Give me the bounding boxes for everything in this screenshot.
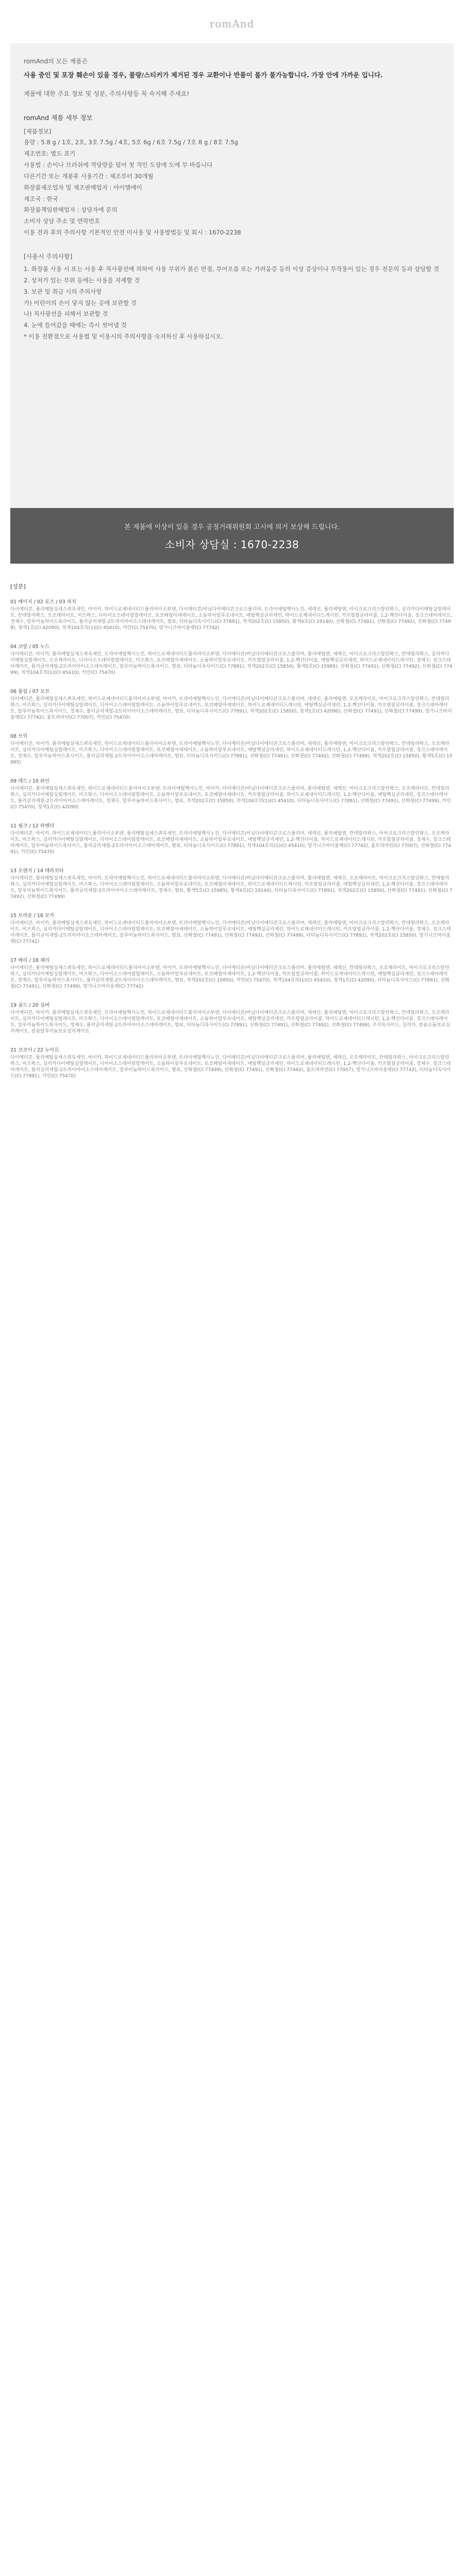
intro-text: romAnd의 모든 제품은 — [24, 58, 88, 65]
info-item: 사용법 : 손이나 브러쉬에 적당량을 덜어 첫 적인 도장에 도에 부 바릅니다 — [24, 161, 213, 169]
info-item: 제조국 : 한국 — [24, 195, 58, 202]
caution-item: 나) 직사광선을 피해서 보관할 것 — [24, 310, 108, 318]
shade-heading: 08 브릭 — [10, 734, 28, 739]
ingredient-list: 다이메티콘, 마이카, 폴리메틸실세스퀴옥세인, 트라이에틸헥사노인, 하이드로제네이티드폴리아이소부텐, 다이메티콘/비닐다이메티콘크로스폴리머, 세레신, 폴리에틸렌, 마이크로크리스탈린왁스, 칸데릴라왁스, 오조케라이트, 실리카다이메틸실릴레이트, 비즈왁스, 디아이소스테아릴말레이트, 토코페릴아세테이트, 소듐하이알루로네이트, 에틸헥실글리세린, 카프릴릴글라이콜, 하이드로제네이티드레시틴, 1,2-헥산다이올, 징크스테아레이트, 알루미늄하이드록사이드, 정제수, 폴리글리세릴-2트라이아이소스테아레이트, 향료, 티타늄디옥사이드(CI 77891), 산화철(CI 77491), 산화철(CI 77492), 산화철(CI 77499), 주석옥사이드, 실리카, 칼슘소듐보로실리케이트, 칼슘알루미늄보로실리케이트 — [10, 1010, 450, 1034]
caution-item: 4. 눈에 들어갔을 때에는 즉시 씻어낼 것 — [24, 321, 127, 329]
info-item: [제품정보] — [24, 127, 52, 135]
ingredient-block — [10, 642, 454, 676]
compensation-notice: 본 제품에 이상이 있을 경우 공정거래위원회 고시에 의거 보상해 드립니다. — [124, 523, 340, 531]
caution-item: 1. 화장품 사용 시 또는 사용 후 직사광선에 의하여 사용 부위가 붉은 반점, 부어오름 또는 가려움증 등의 이상 증상이나 부작용이 있는 경우 전문의 등과 상담할 것 — [24, 265, 439, 273]
return-policy-headline: 사용 중인 및 포장 훼손이 있을 경우, 불량/스티커가 제거된 경우 교환이나 반품이 불가 불가능합니다. 가장 안에 가까운 입니다. — [24, 71, 383, 79]
shade-heading: 06 플럼 / 07 모브 — [10, 689, 50, 694]
ingredients-title: [성분] — [10, 583, 26, 590]
shade-heading: 01 베이지 / 02 로즈 / 03 피치 — [10, 599, 77, 605]
ingredient-list: 다이메티콘, 폴리메틸실세스퀴옥세인, 마이카, 트라이에틸헥사노인, 하이드로제네이티드폴리아이소부텐, 다이메티콘/비닐다이메티콘크로스폴리머, 폴리에틸렌, 세레신, 오조케라이트, 마이크로크리스탈린왁스, 칸데릴라왁스, 실리카다이메틸실릴레이트, 비즈왁스, 디아이소스테아릴말레이트, 소듐하이알루로네이트, 토코페릴아세테이트, 하이드로제네이티드레시틴, 카프릴릴글라이콜, 에틸헥실글리세린, 1,2-헥산다이올, 징크스테아레이트, 알루미늄하이드록사이드, 폴리글리세릴-2트라이아이소스테아레이트, 정제수, 향료, 황색5호(CI 15985), 황색4호(CI 19140), 티타늄디옥사이드(CI 77891), 적색202호(CI 15850), 산화철(CI 77491), 산화철(CI 77492), 산화철(CI 77499) — [10, 876, 453, 900]
info-item: 제조번호: 별도 표기 — [24, 150, 76, 158]
caution-item: * 이용 전환점으로 사용법 및 이용시의 주의사항을 숙지하신 후 사용하십시오. — [24, 333, 223, 341]
shade-heading: 15 브라운 / 16 모카 — [10, 913, 55, 919]
customer-service-banner — [10, 508, 454, 564]
ingredient-list: 다이메티콘, 폴리메틸실세스퀴옥세인, 하이드로제네이티드폴리아이소부텐, 트라이에틸헥사노인, 마이카, 다이메티콘/비닐다이메티콘크로스폴리머, 폴리에틸렌, 세레신, 마이크로크리스탈린왁스, 오조케라이트, 칸데릴라왁스, 실리카다이메틸실릴레이트, 비즈왁스, 디아이소스테아릴말레이트, 소듐하이알루로네이트, 토코페릴아세테이트, 카프릴릴글라이콜, 하이드로제네이티드레시틴, 1,2-헥산다이올, 에틸헥실글리세린, 징크스테아레이트, 폴리글리세릴-2트라이아이소스테아레이트, 정제수, 알루미늄하이드록사이드, 향료, 적색202호(CI 15850), 적색104호의(1)(CI 45410), 티타늄디옥사이드(CI 77891), 산화철(CI 77491), 산화철(CI 77499), 카민(CI 75470), 청색1호(CI 42090) — [10, 786, 451, 810]
caution-item: 가) 어린이의 손이 닿지 않는 곳에 보관할 것 — [24, 299, 137, 307]
info-list — [24, 126, 440, 239]
info-item: 용량 : 5.8 g / 1호, 2호, 3호 7.5g / 4호, 5호 6g / 6호 7.5g / 7호 8 g / 8호 7.5g — [24, 139, 238, 146]
ingredient-block — [10, 1046, 454, 1079]
info-item: 소비자 상담 주소 및 연락번호 — [24, 217, 100, 225]
ingredient-list: 다이메티콘, 마이카, 폴리메틸실세스퀴옥세인, 하이드로제네이티드폴리아이소부텐, 트라이에틸헥사노인, 다이메티콘/비닐다이메티콘크로스폴리머, 세레신, 폴리에틸렌, 마이크로크리스탈린왁스, 칸데릴라왁스, 오조케라이트, 비즈왁스, 실리카다이메틸실릴레이트, 디아이소스테아릴말레이트, 토코페릴아세테이트, 소듐하이알루로네이트, 에틸헥실글리세린, 하이드로제네이티드레시틴, 카프릴릴글라이콜, 1,2-헥산다이올, 정제수, 징크스테아레이트, 폴리글리세릴-2트라이아이소스테아레이트, 알루미늄하이드록사이드, 향료, 산화철(CI 77491), 산화철(CI 77492), 산화철(CI 77499), 티타늄디옥사이드(CI 77891), 적색202호(CI 15850), 망가니즈바이올렛(CI 77742) — [10, 921, 451, 944]
ingredient-block — [10, 911, 454, 945]
caution-item: 3. 보관 및 취급 시의 주의사항 — [24, 287, 102, 295]
ingredient-list: 다이메티콘, 마이카, 하이드로제네이티드폴리아이소부텐, 폴리메틸실세스퀴옥세인, 트라이에틸헥사노인, 다이메티콘/비닐다이메티콘크로스폴리머, 세레신, 폴리에틸렌, 칸데릴라왁스, 마이크로크리스탈린왁스, 오조케라이트, 비즈왁스, 실리카다이메틸실릴레이트, 디아이소스테아릴말레이트, 토코페릴아세테이트, 소듐하이알루로네이트, 에틸헥실글리세린, 1,2-헥산다이올, 하이드로제네이티드레시틴, 카프릴릴글라이콜, 정제수, 징크스테아레이트, 알루미늄하이드록사이드, 폴리글리세릴-2트라이아이소스테아레이트, 향료, 티타늄디옥사이드(CI 77891), 적색104호의(1)(CI 45410), 망가니즈바이올렛(CI 77742), 울트라마린(CI 77007), 산화철(CI 77491), 카민(CI 75470) — [10, 831, 451, 855]
ingredient-list: 다이메티콘, 마이카, 폴리메틸실세스퀴옥세인, 트라이에틸헥사노인, 하이드로제네이티드폴리아이소부텐, 다이메티콘/비닐다이메티콘크로스폴리머, 폴리에틸렌, 세레신, 마이크로크리스탈린왁스, 칸데릴라왁스, 실리카다이메틸실릴레이트, 오조케라이트, 디아이소스테아릴말레이트, 비즈왁스, 토코페릴아세테이트, 소듐하이알루로네이트, 카프릴릴글라이콜, 1,2-헥산다이올, 에틸헥실글리세린, 하이드로제네이티드레시틴, 정제수, 징크스테아레이트, 폴리글리세릴-2트라이아이소스테아레이트, 알루미늄하이드록사이드, 향료, 티타늄디옥사이드(CI 77891), 적색202호(CI 15850), 황색5호(CI 15985), 산화철(CI 77491), 산화철(CI 77492), 산화철(CI 77499), 적색104호의(1)(CI 45410), 카민(CI 75470) — [10, 652, 453, 675]
ingredient-list: 다이메티콘, 폴리메틸실세스퀴옥세인, 하이드로제네이티드폴리아이소부텐, 마이카, 트라이에틸헥사노인, 다이메티콘/비닐다이메티콘크로스폴리머, 폴리에틸렌, 세레신, 칸데릴라왁스, 오조케라이트, 마이크로크리스탈린왁스, 실리카다이메틸실릴레이트, 비즈왁스, 디아이소스테아릴말레이트, 소듐하이알루로네이트, 토코페릴아세테이트, 1,2-헥산다이올, 카프릴릴글라이콜, 하이드로제네이티드레시틴, 에틸헥실글리세린, 징크스테아레이트, 정제수, 알루미늄하이드록사이드, 폴리글리세릴-2트라이아이소스테아레이트, 향료, 적색202호(CI 15850), 카민(CI 75470), 적색104호의(1)(CI 45410), 청색1호(CI 42090), 티타늄디옥사이드(CI 77891), 산화철(CI 77491), 산화철(CI 77499), 망가니즈바이올렛(CI 77742) — [10, 965, 450, 989]
shade-heading: 04 코랄 / 05 누드 — [10, 644, 50, 650]
shade-heading: 11 핑크 / 12 라벤더 — [10, 823, 55, 829]
caution-title: [사용시 주의사항] — [24, 253, 73, 260]
ingredient-list: 다이메티콘, 폴리메틸실세스퀴옥세인, 마이카, 하이드로제네이티드폴리아이소부텐, 다이메티콘/비닐다이메티콘크로스폴리머, 트라이에틸헥사노인, 세레신, 폴리에틸렌, 마이크로크리스탈린왁스, 실리카다이메틸실릴레이트, 칸데릴라왁스, 오조케라이트, 비즈왁스, 디아이소스테아릴말레이트, 토코페릴아세테이트, 소듐하이알루로네이트, 에틸헥실글리세린, 하이드로제네이티드레시틴, 카프릴릴글라이콜, 1,2-헥산다이올, 징크스테아레이트, 정제수, 알루미늄하이드록사이드, 폴리글리세릴-2트라이아이소스테아레이트, 향료, 티타늄디옥사이드(CI 77891), 적색202호(CI 15850), 황색4호(CI 19140), 산화철(CI 77491), 산화철(CI 77492), 산화철(CI 77499), 청색1호(CI 42090), 적색104호의(1)(CI 45410), 카민(CI 75470), 망가니즈바이올렛(CI 77742) — [10, 607, 453, 631]
ingredient-block — [10, 687, 454, 721]
ingredient-list: 다이메티콘, 폴리메틸실세스퀴옥세인, 마이카, 하이드로제네이티드폴리아이소부텐, 트라이에틸헥사노인, 다이메티콘/비닐다이메티콘크로스폴리머, 폴리에틸렌, 세레신, 오조케라이트, 칸데릴라왁스, 마이크로크리스탈린왁스, 비즈왁스, 실리카다이메틸실릴레이트, 디아이소스테아릴말레이트, 소듐하이알루로네이트, 토코페릴아세테이트, 에틸헥실글리세린, 하이드로제네이티드레시틴, 1,2-헥산다이올, 카프릴릴글라이콜, 정제수, 징크스테아레이트, 폴리글리세릴-2트라이아이소스테아레이트, 알루미늄하이드록사이드, 향료, 산화철(CI 77499), 산화철(CI 77491), 산화철(CI 77492), 울트라마린(CI 77007), 망가니즈바이올렛(CI 77742), 티타늄디옥사이드(CI 77891), 카민(CI 75470) — [10, 1055, 451, 1079]
ingredient-block — [10, 732, 454, 766]
shade-heading: 09 레드 / 10 와인 — [10, 778, 50, 784]
shade-heading: 13 오렌지 / 14 테라코타 — [10, 868, 64, 874]
shade-heading: 17 베리 / 18 체리 — [10, 958, 50, 963]
caution-item: 2. 상처가 있는 부위 등에는 사용을 자제할 것 — [24, 276, 140, 284]
ingredient-block — [10, 777, 454, 810]
ingredient-block — [10, 956, 454, 990]
ingredients-section — [10, 582, 454, 1091]
ingredient-block — [10, 822, 454, 855]
shade-heading: 21 코코아 / 22 누아르 — [10, 1047, 59, 1053]
caution-list — [24, 264, 440, 343]
ingredient-block — [10, 598, 454, 631]
product-info-panel — [10, 43, 454, 508]
info-item: 화장품책임판매업자 : 상담자에 문의 — [24, 206, 118, 214]
info-item: 화장품제조업자 및 제조판매업자 : 아이엠에이 — [24, 183, 142, 191]
info-title: romAnd 제품 세부 정보 — [24, 113, 93, 122]
info-item: 이용 전과 후의 주의사항 기본적인 안전 미사용 및 사용방법등 및 회시 : 1670-2238 — [24, 229, 241, 236]
customer-service-phone: 소비자 상담실 : 1670-2238 — [164, 538, 300, 551]
ingredient-list: 다이메티콘, 마이카, 폴리메틸실세스퀴옥세인, 하이드로제네이티드폴리아이소부텐, 트라이에틸헥사노인, 다이메티콘/비닐다이메티콘크로스폴리머, 세레신, 폴리에틸렌, 마이크로크리스탈린왁스, 칸데릴라왁스, 오조케라이트, 실리카다이메틸실릴레이트, 비즈왁스, 디아이소스테아릴말레이트, 토코페릴아세테이트, 소듐하이알루로네이트, 에틸헥실글리세린, 하이드로제네이티드레시틴, 1,2-헥산다이올, 카프릴릴글라이콜, 징크스테아레이트, 정제수, 알루미늄하이드록사이드, 폴리글리세릴-2트라이아이소스테아레이트, 향료, 티타늄디옥사이드(CI 77891), 산화철(CI 77491), 산화철(CI 77492), 산화철(CI 77499), 적색202호(CI 15850), 황색5호(CI 15985) — [10, 741, 453, 765]
ingredient-block — [10, 867, 454, 900]
shade-heading: 19 골드 / 20 실버 — [10, 1003, 50, 1008]
ingredient-block — [10, 1001, 454, 1035]
ingredient-list: 다이메티콘, 폴리메틸실세스퀴옥세인, 하이드로제네이티드폴리아이소부텐, 마이카, 트라이에틸헥사노인, 다이메티콘/비닐다이메티콘크로스폴리머, 세레신, 폴리에틸렌, 오조케라이트, 마이크로크리스탈린왁스, 칸데릴라왁스, 비즈왁스, 실리카다이메틸실릴레이트, 디아이소스테아릴말레이트, 소듐하이알루로네이트, 토코페릴아세테이트, 하이드로제네이티드레시틴, 에틸헥실글리세린, 1,2-헥산다이올, 카프릴릴글라이콜, 징크스테아레이트, 알루미늄하이드록사이드, 정제수, 폴리글리세릴-2트라이아이소스테아레이트, 향료, 티타늄디옥사이드(CI 77891), 적색202호(CI 15850), 청색1호(CI 42090), 산화철(CI 77491), 산화철(CI 77499), 망가니즈바이올렛(CI 77742), 울트라마린(CI 77007), 카민(CI 75470) — [10, 697, 452, 720]
notice-text: 제품에 대한 주요 정보 및 성분, 주의사항등 꼭 숙지해 주세요! — [24, 90, 190, 98]
brand-logo: romAnd — [209, 18, 255, 30]
info-item: 다른기간 또는 개봉후 사용기간 : 제조부터 30개월 — [24, 172, 154, 180]
